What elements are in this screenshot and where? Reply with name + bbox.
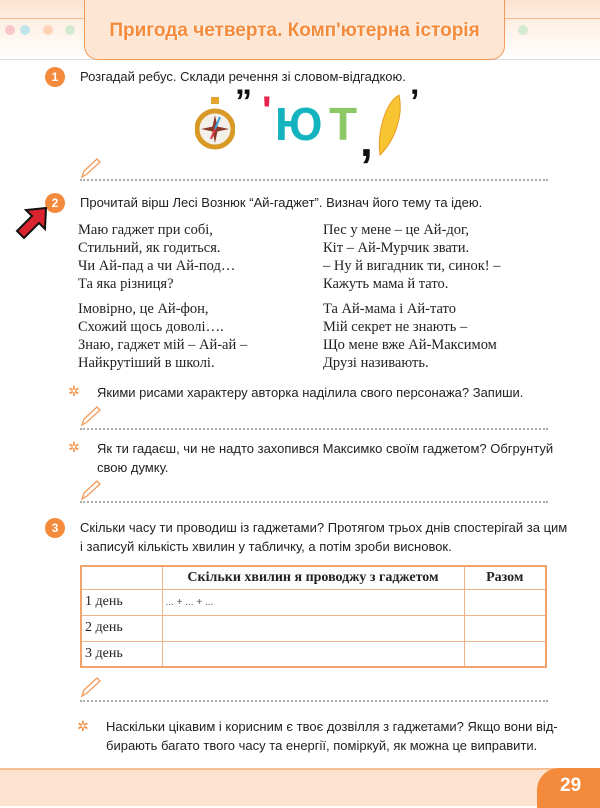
chapter-title: Пригода четверта. Комп'ютерна історія <box>109 20 480 41</box>
decor-dot <box>65 25 75 35</box>
page-number: 29 <box>537 768 600 808</box>
poem-line: Друзі називають. <box>323 355 429 371</box>
task-line: Скільки часу ти проводиш із гаджетами? Протягом трьох днів спостерігай за цим <box>80 520 568 535</box>
poem-line: Пес у мене – це Ай-дог, <box>323 222 469 238</box>
poem-line: Схожий щось доволі…. <box>78 319 224 335</box>
answer-line[interactable] <box>80 428 548 430</box>
poem-line: – Ну й вигадник ти, синок! – <box>323 258 501 274</box>
compass-icon <box>195 95 235 155</box>
question-line: бирають багато твого часу та енергії, поміркуй, як можна це виправити. <box>106 738 538 753</box>
poem-line: Маю гаджет при собі, <box>78 222 213 238</box>
pencil-icon <box>80 479 102 501</box>
poem-line: Стильний, як годиться. <box>78 240 221 256</box>
decor-dot <box>43 25 53 35</box>
feather-icon <box>375 93 405 159</box>
rebus-apostrophe-2: ’ <box>410 83 420 121</box>
gadget-time-table <box>80 565 547 668</box>
poem-right-column <box>323 221 500 372</box>
task-1-text: Розгадай ребус. Склади речення зі словом-відгадкою. <box>80 69 406 84</box>
pencil-icon <box>80 157 102 179</box>
question-line: Як ти гадаєш, чи не надто захопився Максимко своїм гаджетом? Обгрунтуй <box>97 441 554 456</box>
star-bullet-icon: ✲ <box>68 439 80 455</box>
rebus-quote: ” <box>235 83 252 121</box>
answer-line[interactable] <box>80 179 548 181</box>
question-text: Якими рисами характеру авторка наділила свого персонажа? Запиши. <box>97 385 524 400</box>
arrow-icon <box>14 205 48 241</box>
table-header: Разом <box>464 566 546 589</box>
task-line: і записуй кількість хвилин у табличку, а потім зроби висновок. <box>80 539 452 554</box>
task-number-2: 2 <box>45 193 65 213</box>
task-3-text <box>80 518 567 556</box>
table-row <box>81 589 546 615</box>
star-bullet-icon: ✲ <box>68 383 80 399</box>
answer-line[interactable] <box>80 700 548 702</box>
question-line: Наскільки цікавим і корисним є твоє дозвілля з гаджетами? Якщо вони від- <box>106 719 558 734</box>
task-number-1: 1 <box>45 67 65 87</box>
chapter-tab <box>84 0 505 60</box>
poem-line: Імовірно, це Ай-фон, <box>78 301 209 317</box>
poem-line: Кажуть мама й тато. <box>323 276 449 292</box>
rebus-comma: , <box>360 114 373 166</box>
rebus-apostrophe: ' <box>262 89 272 133</box>
star-bullet-icon: ✲ <box>77 718 89 734</box>
question-text <box>106 717 558 755</box>
table-cell[interactable] <box>464 589 546 615</box>
task-number-3: 3 <box>45 518 65 538</box>
poem-line: Знаю, гаджет мій – Ай-ай – <box>78 337 248 353</box>
table-cell[interactable]: ... + ... + ... <box>162 589 464 615</box>
poem-line: Найкрутіший в школі. <box>78 355 215 371</box>
table-cell[interactable] <box>464 615 546 641</box>
decor-dot <box>20 25 30 35</box>
rebus <box>195 83 435 166</box>
poem-left-column <box>78 221 247 372</box>
poem-line: Мій секрет не знають – <box>323 319 468 335</box>
decor-dot <box>518 25 528 35</box>
table-header: Скільки хвилин я проводжу з гаджетом <box>162 566 464 589</box>
table-row <box>81 615 546 641</box>
pencil-icon <box>80 405 102 427</box>
table-header-row <box>81 566 546 589</box>
table-header <box>81 566 162 589</box>
rebus-letters-t: Т <box>329 98 358 150</box>
decor-dot <box>5 25 15 35</box>
pencil-icon <box>80 676 102 698</box>
table-cell: 2 день <box>81 615 162 641</box>
table-cell[interactable] <box>162 615 464 641</box>
table-cell: 1 день <box>81 589 162 615</box>
question-line: свою думку. <box>97 460 169 475</box>
question-text <box>97 439 553 477</box>
table-cell[interactable] <box>162 641 464 667</box>
poem-line: Кіт – Ай-Мурчик звати. <box>323 240 470 256</box>
table-cell[interactable] <box>464 641 546 667</box>
poem-line: Та Ай-мама і Ай-тато <box>323 301 456 317</box>
answer-line[interactable] <box>80 501 548 503</box>
poem-line: Чи Ай-пад а чи Ай-под… <box>78 258 236 274</box>
footer-band <box>0 768 600 806</box>
rebus-letters-yu: Ю <box>275 98 323 150</box>
table-row <box>81 641 546 667</box>
task-2-text: Прочитай вірш Лесі Вознюк “Ай-гаджет”. Визнач його тему та ідею. <box>80 195 483 210</box>
poem-line: Та яка різниця? <box>78 276 174 292</box>
poem-line: Що мене вже Ай-Максимом <box>323 337 497 353</box>
table-cell: 3 день <box>81 641 162 667</box>
